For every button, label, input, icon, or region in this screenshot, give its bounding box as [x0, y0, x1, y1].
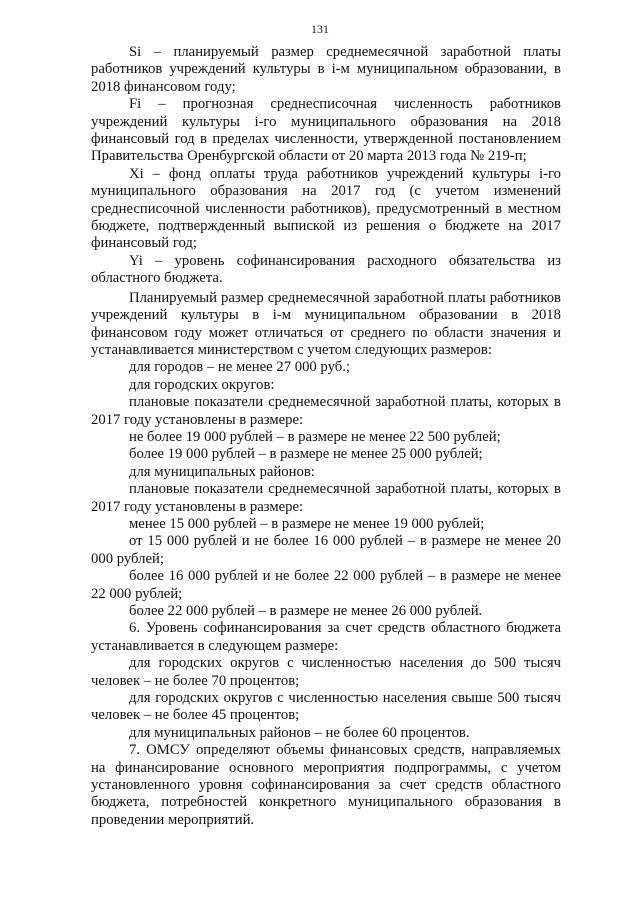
list-item-municipal-regions-rate: для муниципальных районов – не более 60 процентов. — [129, 724, 470, 741]
paragraph-yi-definition: Yi – уровень софинансирования расходного обязательства из областного бюджета. — [91, 252, 561, 287]
paragraph-si-definition: Si – планируемый размер среднемесячной заработной платы работников учреждений культуры в i-м муниципальном образовании, в 2018 финансовом году; — [91, 44, 561, 95]
list-item-15000-16000: от 15 000 рублей и не более 16 000 рублей – в размере не менее 20 000 рублей; — [91, 533, 561, 567]
list-item-below-19000: не более 19 000 рублей – в размере не менее 22 500 рублей; — [129, 428, 501, 445]
list-item-city-districts: для городских округов: — [129, 376, 275, 393]
document-body — [91, 44, 561, 829]
paragraph-section-6: 6. Уровень софинансирования за счет средств областного бюджета устанавливается в следующем размере: — [91, 620, 561, 654]
list-item-above-19000: более 19 000 рублей – в размере не менее 25 000 рублей; — [129, 446, 483, 463]
list-item-below-15000: менее 15 000 рублей – в размере не менее 19 000 рублей; — [129, 515, 485, 532]
list-item-districts-under-500k: для городских округов с численностью населения до 500 тысяч человек – не более 70 процентов; — [91, 655, 561, 689]
list-item-16000-22000: более 16 000 рублей и не более 22 000 рублей – в размере не менее 22 000 рублей; — [91, 568, 561, 602]
paragraph-section-7: 7. ОМСУ определяют объемы финансовых средств, направляемых на финансирование основного мероприятия подпрограммы, с учетом установленного уровня софинансирования за счет средств областного бюджета, потребностей конкретного муниципального образования в проведении мероприятий. — [91, 742, 561, 828]
paragraph-salary-intro: Планируемый размер среднемесячной заработной платы работников учреждений культуры в i-м муниципальном образовании в 2018 финансовом году может отличаться от среднего по области значения и устанавливается министерством с учетом следующих размеров: — [91, 289, 561, 358]
list-item-cities: для городов – не менее 27 000 руб.; — [129, 359, 350, 376]
list-item-above-22000: более 22 000 рублей – в размере не менее 26 000 рублей. — [129, 603, 483, 619]
paragraph-xi-definition: Xi – фонд оплаты труда работников учреждений культуры i-го муниципального образования на 2017 год (с учетом изменений среднесписочной численности работников), предусмотренный в местном бюджете, подтвержденный выпиской из решения о бюджете на 2017 финансовый год; — [91, 165, 561, 252]
paragraph-planned-indicators-regions: плановые показатели среднемесячной заработной платы, которых в 2017 году установлены в размере: — [91, 481, 561, 515]
paragraph-planned-indicators-districts: плановые показатели среднемесячной заработной платы, которых в 2017 году установлены в размере: — [91, 394, 561, 428]
paragraph-fi-definition: Fi – прогнозная среднесписочная численность работников учреждений культуры i-го муниципального образования на 2018 финансовый год в пределах численности, утвержденной постановлением Правительства Оренбургской области от 20 марта 2013 года № 219-п; — [91, 96, 561, 165]
page-number: 131 — [311, 22, 329, 36]
list-item-districts-over-500k: для городских округов с численностью населения свыше 500 тысяч человек – не более 45 процентов; — [91, 690, 561, 724]
list-item-municipal-regions: для муниципальных районов: — [129, 463, 315, 480]
